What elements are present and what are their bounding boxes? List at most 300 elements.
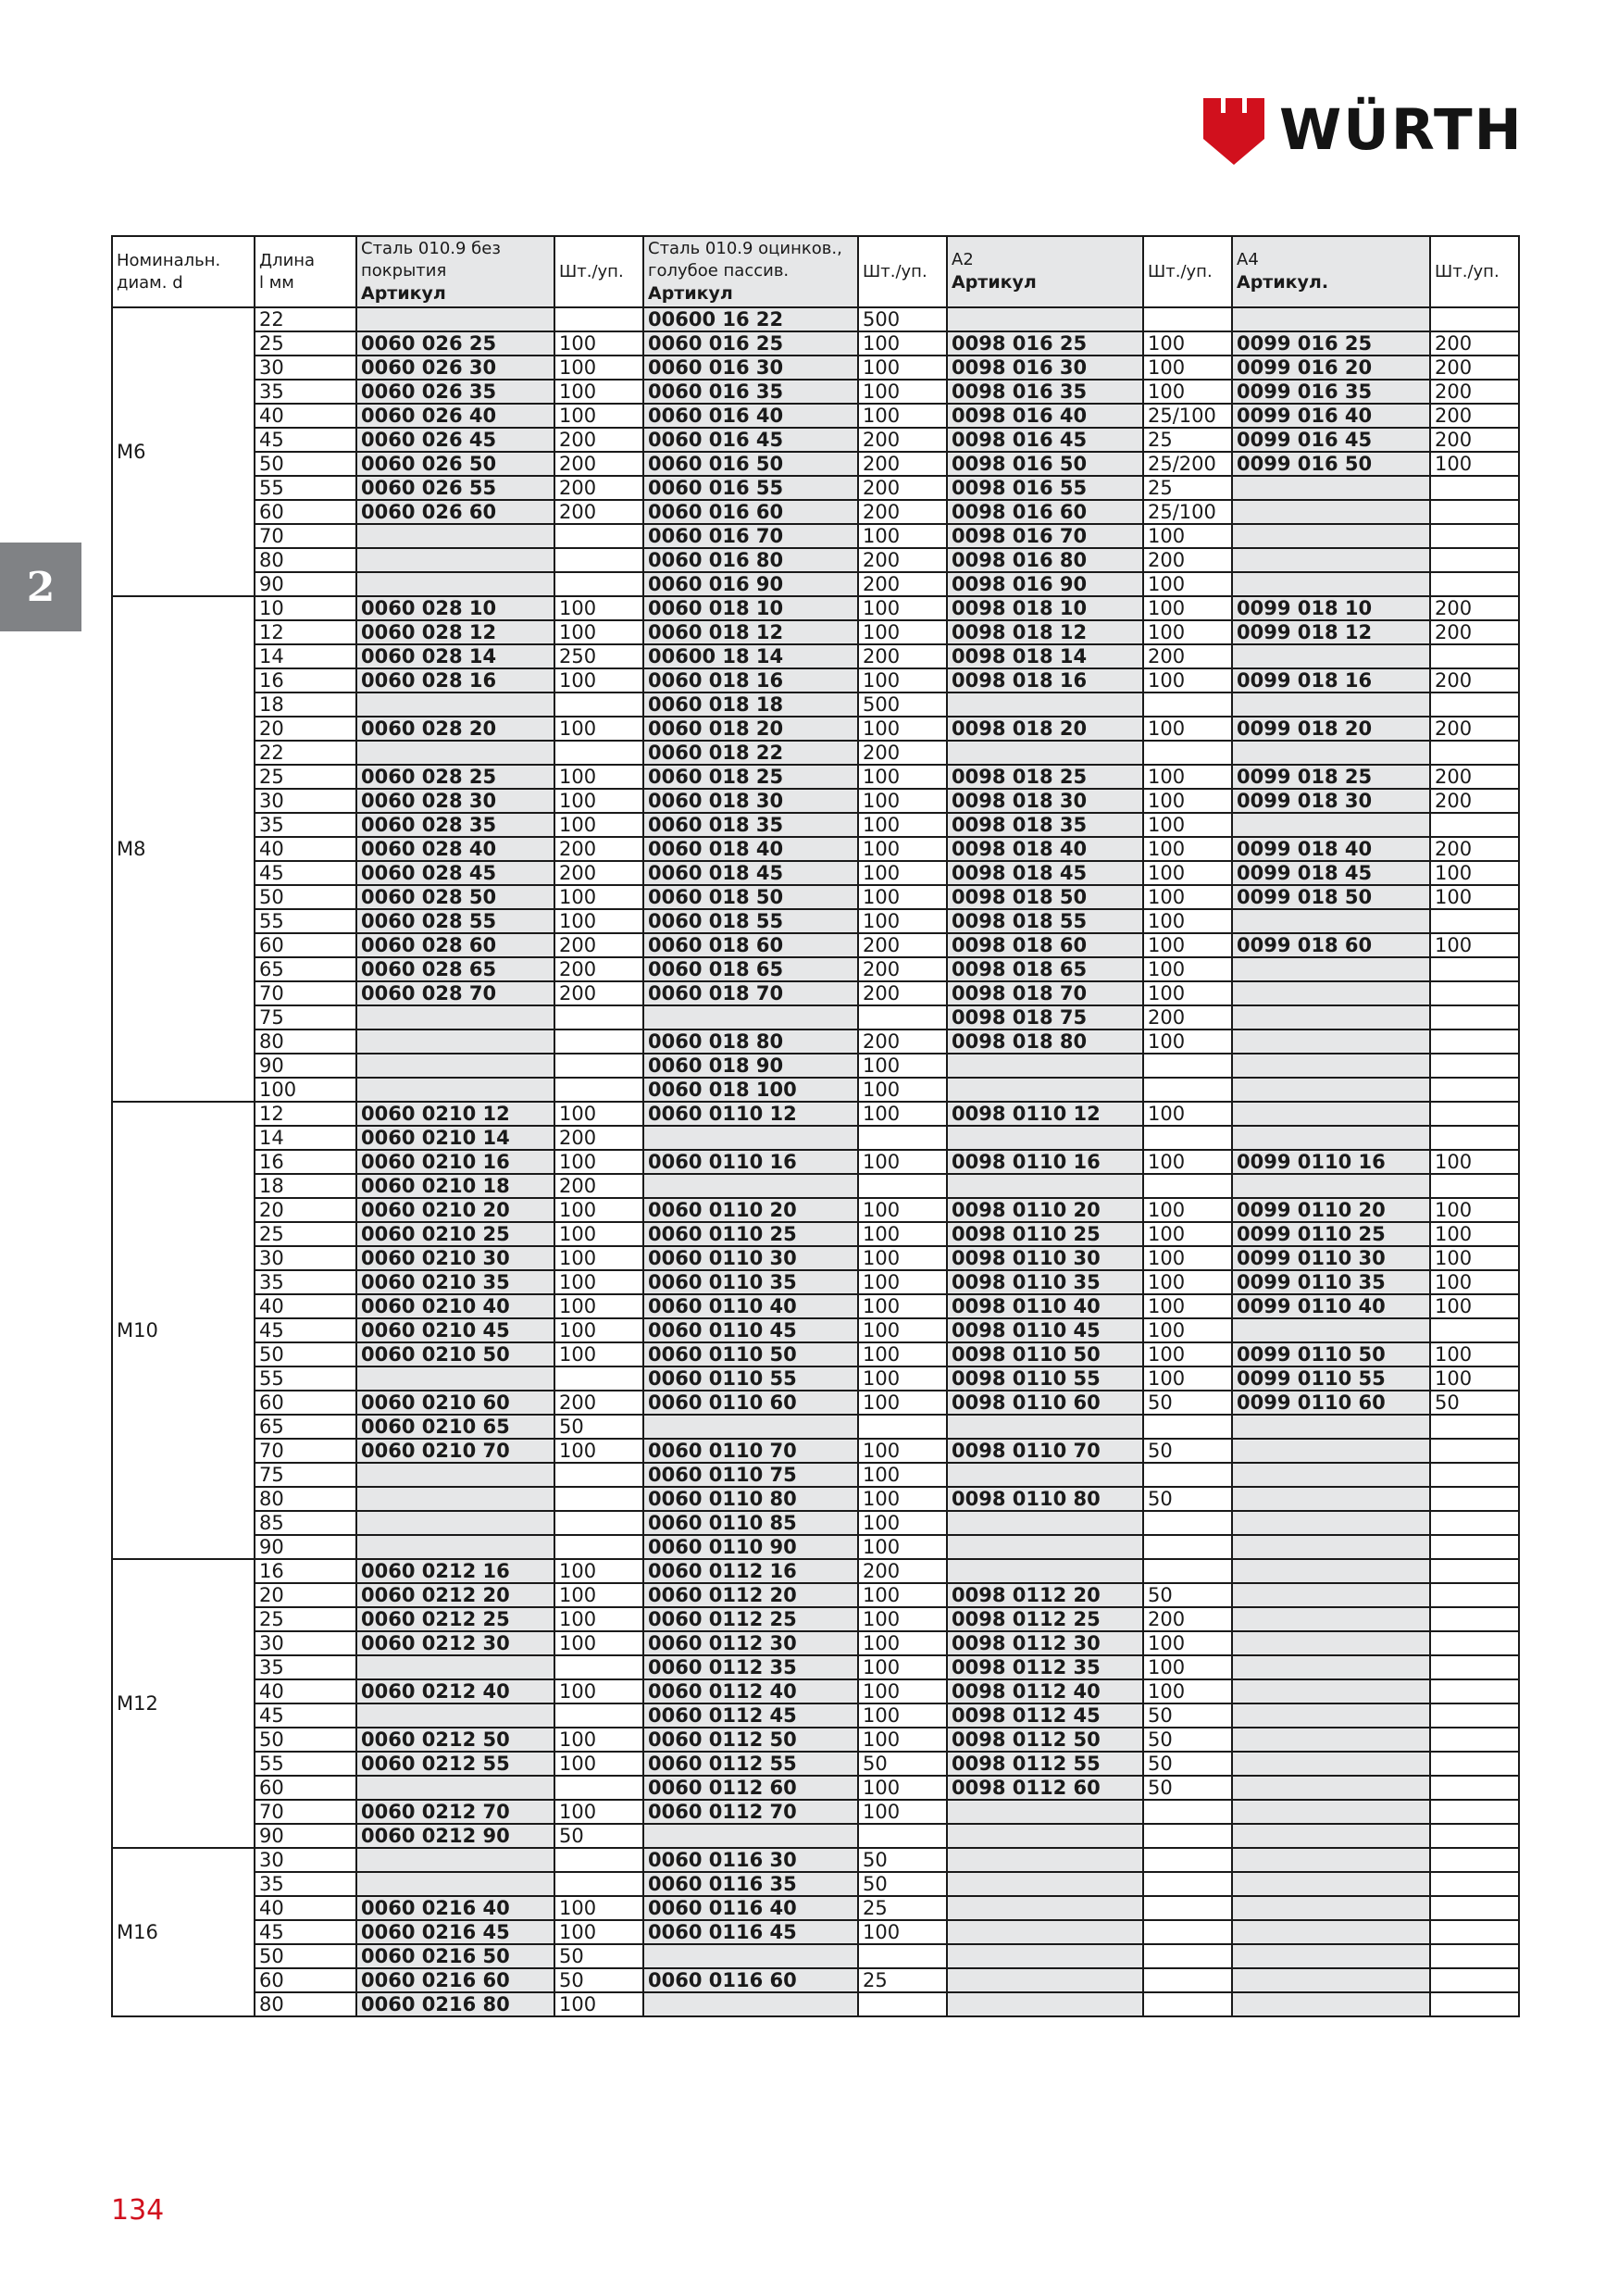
- table-row: [112, 644, 1519, 668]
- article-cell: 0098 018 14: [947, 644, 1143, 668]
- empty-article-cell: [1232, 307, 1430, 331]
- article-cell: 0098 0110 30: [947, 1246, 1143, 1270]
- qty-cell: 200: [1143, 1005, 1232, 1029]
- article-cell: 0060 0110 90: [643, 1535, 858, 1559]
- qty-cell: 100: [1143, 789, 1232, 813]
- length-cell: 70: [255, 524, 356, 548]
- table-row: [112, 1294, 1519, 1318]
- qty-cell: 50: [554, 1824, 643, 1848]
- empty-qty-cell: [1430, 1029, 1519, 1054]
- article-cell: 0060 018 80: [643, 1029, 858, 1054]
- qty-cell: 100: [554, 404, 643, 428]
- empty-qty-cell: [554, 1078, 643, 1102]
- diameter-cell: M16: [112, 1848, 255, 2016]
- table-row: [112, 1583, 1519, 1607]
- qty-cell: 50: [858, 1752, 947, 1776]
- empty-article-cell: [1232, 1968, 1430, 1992]
- length-cell: 70: [255, 981, 356, 1005]
- article-cell: 0098 018 35: [947, 813, 1143, 837]
- length-cell: 45: [255, 1318, 356, 1342]
- table-row: [112, 620, 1519, 644]
- article-cell: 0099 016 35: [1232, 380, 1430, 404]
- qty-cell: 100: [554, 1728, 643, 1752]
- article-cell: 0060 0116 60: [643, 1968, 858, 1992]
- article-cell: 0099 018 50: [1232, 885, 1430, 909]
- empty-article-cell: [1232, 1655, 1430, 1679]
- empty-qty-cell: [858, 1174, 947, 1198]
- header-steel-plain-qty: [554, 236, 643, 307]
- article-cell: 0060 0210 70: [356, 1439, 554, 1463]
- qty-cell: 100: [554, 1222, 643, 1246]
- length-cell: 45: [255, 1920, 356, 1944]
- qty-cell: 100: [554, 1800, 643, 1824]
- empty-article-cell: [356, 1655, 554, 1679]
- empty-qty-cell: [1143, 1968, 1232, 1992]
- length-cell: 60: [255, 1968, 356, 1992]
- header-text: Сталь 010.9 оцинков.,: [648, 239, 842, 258]
- qty-cell: 200: [1430, 596, 1519, 620]
- article-cell: 0060 026 50: [356, 452, 554, 476]
- length-cell: 20: [255, 1198, 356, 1222]
- qty-cell: 100: [858, 620, 947, 644]
- qty-cell: 100: [554, 1198, 643, 1222]
- qty-cell: 200: [1430, 404, 1519, 428]
- empty-qty-cell: [1143, 1174, 1232, 1198]
- empty-qty-cell: [1430, 476, 1519, 500]
- qty-cell: 100: [1143, 1029, 1232, 1054]
- article-cell: 0098 0112 60: [947, 1776, 1143, 1800]
- empty-article-cell: [643, 1174, 858, 1198]
- empty-qty-cell: [1430, 1415, 1519, 1439]
- qty-cell: 200: [858, 957, 947, 981]
- qty-cell: 100: [1430, 1270, 1519, 1294]
- empty-article-cell: [1232, 1992, 1430, 2016]
- article-cell: 0060 026 40: [356, 404, 554, 428]
- header-a2-qty: [1143, 236, 1232, 307]
- article-cell: 0060 0110 20: [643, 1198, 858, 1222]
- length-cell: 18: [255, 693, 356, 717]
- qty-cell: 200: [1430, 331, 1519, 356]
- header-steel-zinc: [643, 236, 858, 307]
- qty-cell: 50: [1143, 1487, 1232, 1511]
- qty-cell: 25/200: [1143, 452, 1232, 476]
- empty-article-cell: [1232, 1872, 1430, 1896]
- table-row: [112, 1944, 1519, 1968]
- header-text: Номинальн.: [117, 250, 221, 270]
- header-article-label: Артикул: [361, 283, 446, 304]
- qty-cell: 100: [554, 1246, 643, 1270]
- qty-cell: 100: [554, 331, 643, 356]
- article-cell: 0060 018 30: [643, 789, 858, 813]
- empty-article-cell: [947, 741, 1143, 765]
- article-cell: 0060 026 25: [356, 331, 554, 356]
- header-text: A2: [952, 250, 974, 269]
- empty-article-cell: [947, 1968, 1143, 1992]
- article-cell: 0060 0112 55: [643, 1752, 858, 1776]
- empty-qty-cell: [1430, 1607, 1519, 1631]
- empty-qty-cell: [1430, 1054, 1519, 1078]
- article-cell: 0060 0210 30: [356, 1246, 554, 1270]
- empty-article-cell: [947, 1078, 1143, 1102]
- empty-article-cell: [947, 1800, 1143, 1824]
- qty-cell: 100: [554, 1583, 643, 1607]
- qty-cell: 100: [1143, 1150, 1232, 1174]
- article-cell: 0098 0110 20: [947, 1198, 1143, 1222]
- empty-qty-cell: [1143, 1511, 1232, 1535]
- article-cell: 0098 018 30: [947, 789, 1143, 813]
- qty-cell: 100: [554, 380, 643, 404]
- length-cell: 22: [255, 741, 356, 765]
- empty-qty-cell: [1143, 1054, 1232, 1078]
- length-cell: 90: [255, 572, 356, 596]
- table-row: [112, 1318, 1519, 1342]
- empty-article-cell: [1232, 548, 1430, 572]
- empty-qty-cell: [1430, 1679, 1519, 1703]
- qty-cell: 100: [858, 885, 947, 909]
- length-cell: 55: [255, 909, 356, 933]
- length-cell: 35: [255, 1872, 356, 1896]
- empty-article-cell: [1232, 1078, 1430, 1102]
- table-row: [112, 957, 1519, 981]
- empty-qty-cell: [554, 1054, 643, 1078]
- qty-cell: 25: [1143, 476, 1232, 500]
- empty-qty-cell: [858, 1415, 947, 1439]
- empty-article-cell: [1232, 1776, 1430, 1800]
- qty-cell: 100: [1430, 1342, 1519, 1366]
- length-cell: 12: [255, 1102, 356, 1126]
- article-cell: 0099 018 40: [1232, 837, 1430, 861]
- empty-article-cell: [1232, 1752, 1430, 1776]
- qty-cell: 100: [1143, 765, 1232, 789]
- empty-qty-cell: [1143, 1992, 1232, 2016]
- table-row: [112, 1824, 1519, 1848]
- length-cell: 80: [255, 1029, 356, 1054]
- article-cell: 0060 0216 80: [356, 1992, 554, 2016]
- article-cell: 0099 016 50: [1232, 452, 1430, 476]
- qty-cell: 200: [1430, 837, 1519, 861]
- article-cell: 0060 018 40: [643, 837, 858, 861]
- qty-cell: 50: [1143, 1391, 1232, 1415]
- qty-cell: 100: [1430, 861, 1519, 885]
- article-cell: 0099 016 45: [1232, 428, 1430, 452]
- qty-cell: 100: [554, 1342, 643, 1366]
- article-cell: 0099 0110 25: [1232, 1222, 1430, 1246]
- length-cell: 75: [255, 1005, 356, 1029]
- empty-qty-cell: [1430, 957, 1519, 981]
- empty-article-cell: [947, 693, 1143, 717]
- qty-cell: 100: [858, 668, 947, 693]
- article-cell: 0098 0112 30: [947, 1631, 1143, 1655]
- qty-cell: 100: [858, 1655, 947, 1679]
- empty-qty-cell: [1143, 1463, 1232, 1487]
- qty-cell: 100: [554, 1896, 643, 1920]
- article-cell: 0060 026 55: [356, 476, 554, 500]
- qty-cell: 100: [858, 861, 947, 885]
- qty-cell: 100: [1143, 1679, 1232, 1703]
- empty-article-cell: [947, 1054, 1143, 1078]
- qty-cell: 200: [858, 741, 947, 765]
- article-cell: 0060 028 14: [356, 644, 554, 668]
- article-cell: 0060 0110 40: [643, 1294, 858, 1318]
- qty-cell: 200: [1430, 789, 1519, 813]
- article-cell: 0098 0112 50: [947, 1728, 1143, 1752]
- qty-cell: 100: [858, 1776, 947, 1800]
- qty-cell: 100: [1143, 572, 1232, 596]
- empty-qty-cell: [1430, 644, 1519, 668]
- empty-qty-cell: [1430, 1896, 1519, 1920]
- table-row: [112, 1246, 1519, 1270]
- length-cell: 50: [255, 1944, 356, 1968]
- header-article-label: Артикул.: [1237, 272, 1329, 293]
- empty-qty-cell: [1430, 909, 1519, 933]
- empty-article-cell: [356, 1005, 554, 1029]
- qty-cell: 100: [858, 1246, 947, 1270]
- article-cell: 0060 0212 25: [356, 1607, 554, 1631]
- article-cell: 0098 018 65: [947, 957, 1143, 981]
- empty-qty-cell: [1430, 1728, 1519, 1752]
- article-cell: 0099 0110 50: [1232, 1342, 1430, 1366]
- qty-cell: 100: [554, 789, 643, 813]
- article-cell: 0098 016 60: [947, 500, 1143, 524]
- header-text: l мм: [259, 272, 294, 293]
- article-cell: 0060 0116 40: [643, 1896, 858, 1920]
- empty-qty-cell: [1430, 572, 1519, 596]
- empty-article-cell: [356, 307, 554, 331]
- qty-cell: 200: [554, 500, 643, 524]
- length-cell: 40: [255, 1679, 356, 1703]
- qty-cell: 100: [554, 1631, 643, 1655]
- qty-cell: 50: [858, 1848, 947, 1872]
- qty-cell: 100: [1143, 981, 1232, 1005]
- empty-article-cell: [1232, 1102, 1430, 1126]
- table-row: [112, 1005, 1519, 1029]
- qty-cell: 100: [554, 1679, 643, 1703]
- qty-cell: 100: [1143, 957, 1232, 981]
- empty-article-cell: [643, 1944, 858, 1968]
- table-row: [112, 1728, 1519, 1752]
- article-cell: 0060 0112 50: [643, 1728, 858, 1752]
- empty-article-cell: [1232, 1631, 1430, 1655]
- length-cell: 50: [255, 1342, 356, 1366]
- article-cell: 0060 0112 25: [643, 1607, 858, 1631]
- length-cell: 90: [255, 1054, 356, 1078]
- length-cell: 35: [255, 1270, 356, 1294]
- qty-cell: 100: [1143, 1318, 1232, 1342]
- article-cell: 0098 0110 16: [947, 1150, 1143, 1174]
- empty-qty-cell: [1430, 1535, 1519, 1559]
- empty-qty-cell: [1143, 1824, 1232, 1848]
- qty-cell: 100: [554, 1270, 643, 1294]
- qty-cell: 100: [1143, 885, 1232, 909]
- qty-cell: 100: [858, 1366, 947, 1391]
- table-row: [112, 909, 1519, 933]
- article-cell: 0099 018 20: [1232, 717, 1430, 741]
- empty-qty-cell: [554, 524, 643, 548]
- article-cell: 0060 0112 60: [643, 1776, 858, 1800]
- product-table: [111, 235, 1520, 2017]
- article-cell: 0098 0110 45: [947, 1318, 1143, 1342]
- article-cell: 0060 0210 16: [356, 1150, 554, 1174]
- empty-article-cell: [947, 1174, 1143, 1198]
- empty-article-cell: [1232, 1415, 1430, 1439]
- article-cell: 0060 0210 50: [356, 1342, 554, 1366]
- article-cell: 0099 0110 35: [1232, 1270, 1430, 1294]
- empty-qty-cell: [1143, 741, 1232, 765]
- article-cell: 0060 026 45: [356, 428, 554, 452]
- empty-qty-cell: [1143, 1800, 1232, 1824]
- qty-cell: 100: [554, 1607, 643, 1631]
- length-cell: 45: [255, 861, 356, 885]
- qty-cell: 100: [554, 1318, 643, 1342]
- article-cell: 0098 016 30: [947, 356, 1143, 380]
- empty-qty-cell: [1430, 1944, 1519, 1968]
- empty-qty-cell: [1430, 1318, 1519, 1342]
- qty-cell: 200: [554, 476, 643, 500]
- qty-cell: 500: [858, 307, 947, 331]
- length-cell: 25: [255, 331, 356, 356]
- qty-cell: 100: [858, 1222, 947, 1246]
- qty-cell: 100: [1143, 813, 1232, 837]
- article-cell: 0060 016 50: [643, 452, 858, 476]
- brand-name: WÜRTH: [1279, 97, 1524, 163]
- empty-article-cell: [1232, 1824, 1430, 1848]
- article-cell: 0060 0216 40: [356, 1896, 554, 1920]
- qty-cell: 200: [554, 1391, 643, 1415]
- article-cell: 0060 018 18: [643, 693, 858, 717]
- empty-article-cell: [356, 741, 554, 765]
- length-cell: 14: [255, 644, 356, 668]
- empty-article-cell: [1232, 1920, 1430, 1944]
- qty-cell: 50: [554, 1415, 643, 1439]
- article-cell: 0060 016 45: [643, 428, 858, 452]
- empty-qty-cell: [554, 1029, 643, 1054]
- empty-article-cell: [947, 1511, 1143, 1535]
- length-cell: 35: [255, 380, 356, 404]
- empty-qty-cell: [554, 1487, 643, 1511]
- article-cell: 0060 0210 35: [356, 1270, 554, 1294]
- qty-cell: 50: [1143, 1439, 1232, 1463]
- empty-qty-cell: [554, 1511, 643, 1535]
- header-a4-qty: [1430, 236, 1519, 307]
- table-row: [112, 1703, 1519, 1728]
- header-text: покрытия: [361, 261, 447, 281]
- qty-cell: 50: [554, 1944, 643, 1968]
- article-cell: 0098 0112 25: [947, 1607, 1143, 1631]
- table-row: [112, 1487, 1519, 1511]
- article-cell: 0099 0110 20: [1232, 1198, 1430, 1222]
- qty-cell: 100: [554, 717, 643, 741]
- length-cell: 30: [255, 1246, 356, 1270]
- article-cell: 0060 0216 60: [356, 1968, 554, 1992]
- article-cell: 0098 0112 40: [947, 1679, 1143, 1703]
- qty-cell: 25: [1143, 428, 1232, 452]
- article-cell: 0060 018 10: [643, 596, 858, 620]
- article-cell: 0098 018 75: [947, 1005, 1143, 1029]
- header-text: Шт./уп.: [863, 261, 927, 281]
- empty-qty-cell: [554, 1655, 643, 1679]
- qty-cell: 100: [1430, 452, 1519, 476]
- article-cell: 0098 016 90: [947, 572, 1143, 596]
- table-row: [112, 1029, 1519, 1054]
- table-row: [112, 1222, 1519, 1246]
- article-cell: 0099 0110 60: [1232, 1391, 1430, 1415]
- qty-cell: 200: [858, 644, 947, 668]
- table-row: [112, 933, 1519, 957]
- qty-cell: 100: [858, 1294, 947, 1318]
- table-row: [112, 1992, 1519, 2016]
- article-cell: 0060 018 12: [643, 620, 858, 644]
- table-row: [112, 524, 1519, 548]
- table-row: [112, 1920, 1519, 1944]
- table-row: [112, 1198, 1519, 1222]
- qty-cell: 100: [858, 765, 947, 789]
- article-cell: 0060 028 10: [356, 596, 554, 620]
- empty-article-cell: [1232, 1029, 1430, 1054]
- empty-article-cell: [1232, 1583, 1430, 1607]
- qty-cell: 50: [1143, 1703, 1232, 1728]
- article-cell: 0099 016 40: [1232, 404, 1430, 428]
- table-row: [112, 572, 1519, 596]
- qty-cell: 200: [858, 500, 947, 524]
- empty-qty-cell: [1430, 1920, 1519, 1944]
- qty-cell: 100: [1143, 861, 1232, 885]
- article-cell: 0098 0112 20: [947, 1583, 1143, 1607]
- header-text: диам. d: [117, 272, 183, 293]
- table-row: [112, 1439, 1519, 1463]
- empty-qty-cell: [554, 572, 643, 596]
- article-cell: 0060 0112 45: [643, 1703, 858, 1728]
- table-row: [112, 885, 1519, 909]
- qty-cell: 50: [1143, 1583, 1232, 1607]
- table-row: [112, 668, 1519, 693]
- table-row: [112, 380, 1519, 404]
- qty-cell: 200: [554, 452, 643, 476]
- qty-cell: 100: [554, 1752, 643, 1776]
- empty-qty-cell: [1430, 1463, 1519, 1487]
- qty-cell: 200: [858, 428, 947, 452]
- qty-cell: 250: [554, 644, 643, 668]
- length-cell: 18: [255, 1174, 356, 1198]
- qty-cell: 100: [858, 1078, 947, 1102]
- empty-qty-cell: [1430, 1992, 1519, 2016]
- empty-qty-cell: [554, 548, 643, 572]
- header-text: Шт./уп.: [1435, 261, 1500, 281]
- empty-article-cell: [1232, 693, 1430, 717]
- table-row: [112, 1800, 1519, 1824]
- empty-article-cell: [1232, 1318, 1430, 1342]
- empty-article-cell: [356, 1872, 554, 1896]
- qty-cell: 100: [1143, 837, 1232, 861]
- article-cell: 0060 0110 85: [643, 1511, 858, 1535]
- empty-article-cell: [1232, 1800, 1430, 1824]
- empty-qty-cell: [1143, 1896, 1232, 1920]
- qty-cell: 100: [858, 789, 947, 813]
- qty-cell: 100: [1143, 596, 1232, 620]
- header-text: Сталь 010.9 без: [361, 239, 501, 258]
- empty-qty-cell: [1430, 1752, 1519, 1776]
- length-cell: 30: [255, 1631, 356, 1655]
- empty-article-cell: [947, 1944, 1143, 1968]
- qty-cell: 100: [858, 1535, 947, 1559]
- empty-article-cell: [1232, 1559, 1430, 1583]
- length-cell: 55: [255, 1752, 356, 1776]
- empty-qty-cell: [1143, 1415, 1232, 1439]
- qty-cell: 100: [858, 1270, 947, 1294]
- table-row: [112, 693, 1519, 717]
- length-cell: 90: [255, 1824, 356, 1848]
- article-cell: 0099 018 12: [1232, 620, 1430, 644]
- table-body: [112, 307, 1519, 2016]
